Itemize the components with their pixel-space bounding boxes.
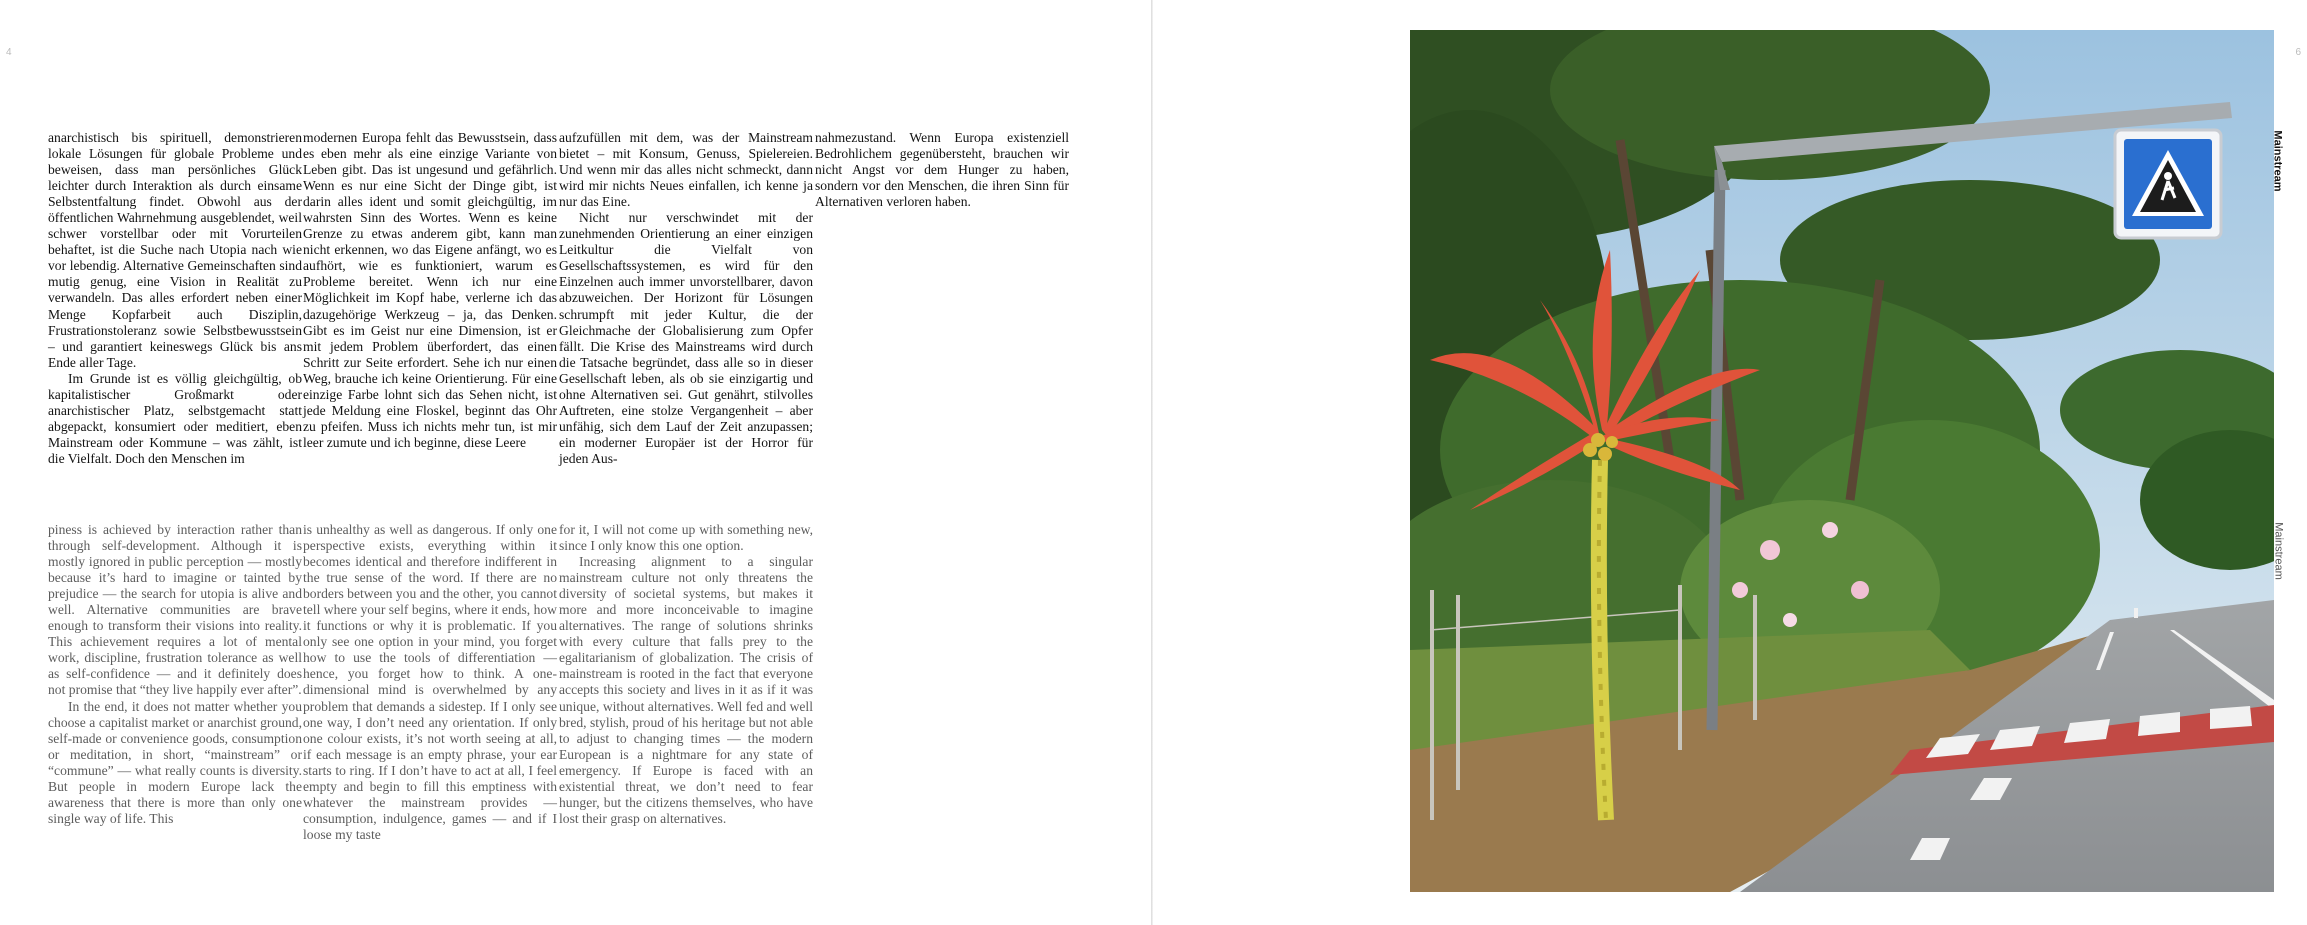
pedestrian-crossing-sign-icon bbox=[2115, 130, 2221, 238]
paragraph: Nicht nur verschwindet mit der zunehmenden Orientierung an einer einzigen Leitkultur die Vielfalt von Gesellschaftssystemen, es wird für den Einzelnen auch immer unvorstellbarer, davon abzuweichen. Der Horizont für Lösungen schrumpft mit jeder Kultur, die der Gleichmache der Globalisierung zum Opfer fällt. Die Krise des Mainstreams wird durch die Tatsache begründet, dass alle so in dieser Gesellschaft leben, als ob sie einzigartig und ohne Alternativen sei. Gut genährt, stilvolles Auftreten, eine stolze Vergangenheit – aber unfähig, sich dem Lauf der Zeit anzupassen; ein moderner Europäer ist der Horror für jeden Aus- bbox=[559, 210, 813, 466]
german-column-3 bbox=[559, 130, 813, 467]
english-column-2 bbox=[303, 522, 557, 843]
english-column-1 bbox=[48, 522, 302, 827]
paragraph: is unhealthy as well as dangerous. If only one perspective exists, everything within it becomes identical and therefore indifferent in the true sense of the word. If there are no borders between you and the other, you cannot tell where your self begins, where it ends, how it functions or why it is problematic. If you only see one option in your mind, you forget how to use the tools of differentiation — hence, you forget how to think. A one-dimensional mind is overwhelmed by any problem that demands a sidestep. If I only see one way, I don’t need any orientation. If only one colour exists, it’s not worth seeing at all, if each message is an empty phrase, your ear starts to ring. If I don’t have to act at all, I feel empty and begin to fill this emptiness with whatever the mainstream provides — consumption, indulgence, games — and if I loose my taste bbox=[303, 522, 557, 842]
paragraph: for it, I will not come up with something new, since I only know this one option. bbox=[559, 522, 813, 554]
paragraph: piness is achieved by interaction rather than through self-development. Although it is mostly ignored in public perception — mostly because it’s hard to imagine or tainted by prejudice — the search for utopia is alive and well. Alternative communities are brave enough to transform their visions into reality. This achievement requires a lot of mental work, discipline, frustration tolerance as well as self-confidence — and it definitely does not promise that “they live happily ever after”. bbox=[48, 522, 302, 698]
distant-cyclist bbox=[2134, 608, 2138, 618]
german-column-2 bbox=[303, 130, 557, 451]
page-number-left: 4 bbox=[6, 47, 12, 58]
paragraph: aufzufüllen mit dem, was der Mainstream bietet – mit Konsum, Genuss, Spielereien. Und wenn mir das alles nicht schmeckt, dann wird mir nichts Neues einfallen, ich kenne ja nur das Eine. bbox=[559, 130, 813, 210]
english-column-3 bbox=[559, 522, 813, 827]
page-number-right: 6 bbox=[2295, 47, 2301, 58]
paragraph: anarchistisch bis spirituell, demonstrieren lokale Lösungen für globale Probleme und beweisen, dass man persönliches Glück leichter durch Interaktion als durch einsame Selbstentfaltung findet. Obwohl aus der öffentlichen Wahrnehmung ausgeblendet, weil schwer vorstellbar oder mit Vorurteilen behaftet, ist die Suche nach Utopia nach wie vor lebendig. Alternative Gemeinschaften sind mutig genug, eine Vision in Realität zu verwandeln. Das alles erfordert neben einer Menge Kopfarbeit auch Disziplin, Frustrationstoleranz sowie Selbstbewusstsein – und garantiert keineswegs Glück bis ans Ende aller Tage. bbox=[48, 130, 302, 370]
paragraph: modernen Europa fehlt das Bewusstsein, dass es eben mehr als eine einzige Variante von Leben gibt. Das ist ungesund und gefährlich. Wenn es nur eine Sicht der Dinge gibt, ist darin alles ident und somit gleichgültig, im wahrsten Sinn des Wortes. Wenn es keine Grenze zu etwas anderem gibt, kann man nicht erkennen, wo das Eigene anfängt, wo es aufhört, wie es funktioniert, warum es Probleme bereitet. Wenn ich nur eine Möglichkeit im Kopf habe, verlerne ich das dazugehörige Werkzeug – ja, das Denken. Gibt es im Geist nur eine Dimension, ist er mit jedem Problem überfordert, das einen Schritt zur Seite erfordert. Sehe ich nur einen Weg, brauche ich keine Orientierung. Für eine einzige Farbe lohnt sich das Sehen nicht, ist jede Meldung eine Floskel, beginnt das Ohr zu pfeifen. Muss ich nichts mehr tun, ist mir leer zumute und ich beginne, diese Leere bbox=[303, 130, 557, 450]
section-label: Mainstream bbox=[2271, 130, 2284, 192]
paragraph: Im Grunde ist es völlig gleichgültig, ob kapitalistischer Großmarkt oder anarchistischer Platz, selbstgemacht statt abgepackt, konsumiert oder meditiert, eben Mainstream oder Kommune – was zählt, ist die Vielfalt. Doch den Menschen im bbox=[48, 370, 302, 466]
roadside-palm-photo bbox=[1410, 30, 2274, 892]
german-column-1 bbox=[48, 130, 302, 467]
left-page bbox=[0, 0, 1151, 925]
german-column-4 bbox=[815, 130, 1069, 210]
paragraph: Increasing alignment to a singular mainstream culture not only threatens the diversity of societal systems, but makes it more and more inconceivable to imagine alternatives. The range of solutions shrinks with every culture that falls prey to the egalitarianism of globalization. The crisis of mainstream is rooted in the fact that everyone accepts this society and lives in it as if it was unique, without alternatives. Well fed and well bred, stylish, proud of his heritage but not able to adjust to changing times — the modern European is a nightmare for any state of emergency. If Europe is faced with an existential threat, we don’t need to fear hunger, but the citizens themselves, who have lost their grasp on alternatives. bbox=[559, 554, 813, 826]
paragraph: nahmezustand. Wenn Europa existenziell Bedrohlichem gegenübersteht, brauchen wir nicht Angst vor dem Hunger zu haben, sondern vor den Menschen, die ihren Sinn für Alternativen verloren haben. bbox=[815, 130, 1069, 210]
section-label-light: Mainstream bbox=[2272, 522, 2285, 580]
paragraph: In the end, it does not matter whether you choose a capitalist market or anarchist ground, self-made or convenience goods, consumption or meditation, in short, “mainstream” or “commune” — what really counts is diversity. But people in modern Europe lack the awareness that there is more than only one single way of life. This bbox=[48, 698, 302, 826]
